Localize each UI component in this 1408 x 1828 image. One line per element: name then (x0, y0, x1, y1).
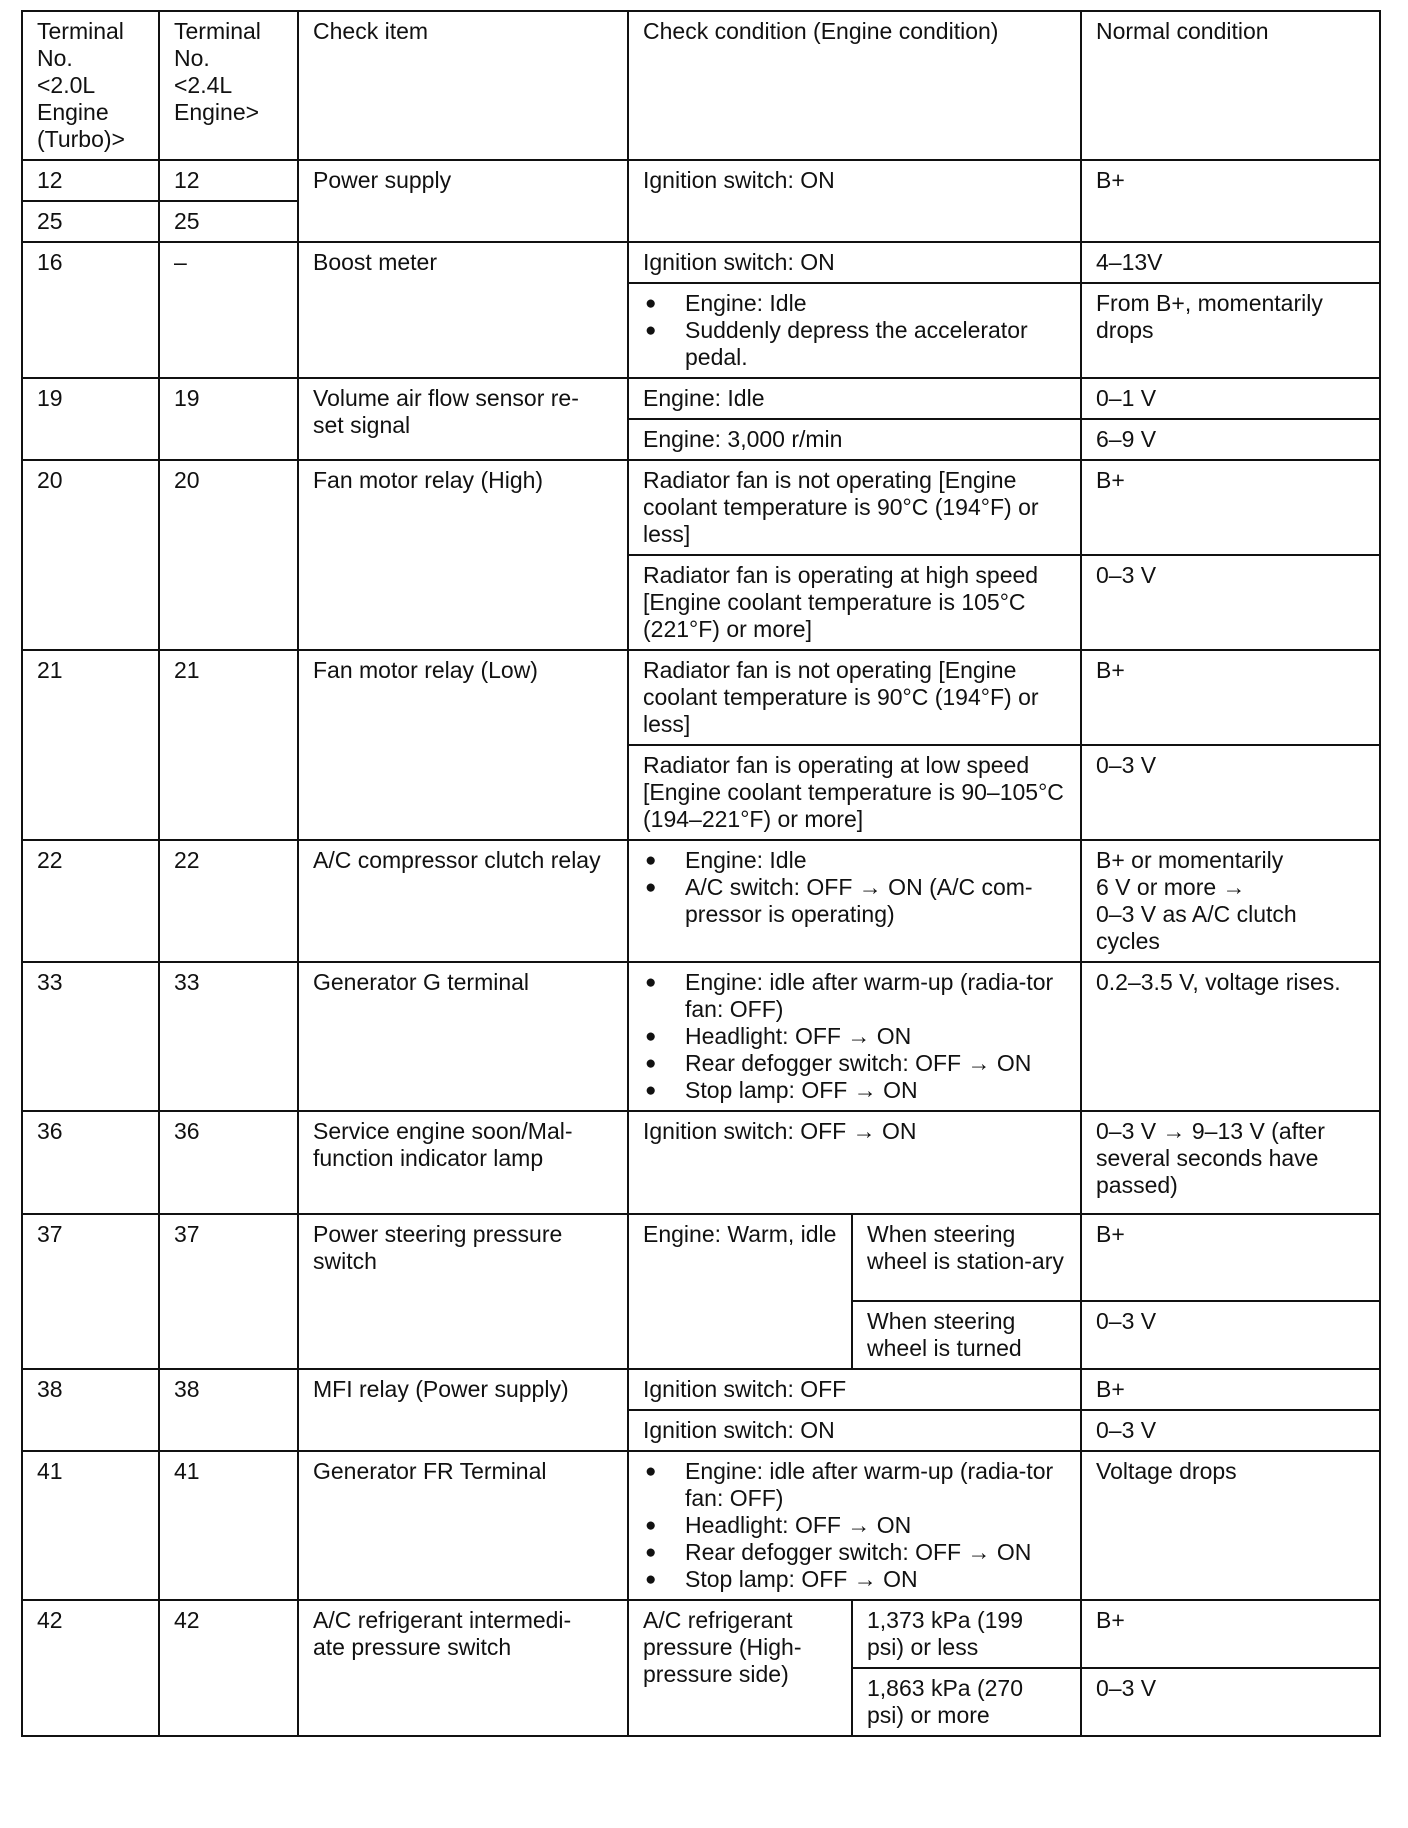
check-item: Power supply (298, 160, 628, 242)
normal-condition: B+ (1081, 460, 1380, 555)
table-row (22, 1111, 1380, 1214)
terminal-2-0l: 37 (22, 1214, 159, 1369)
check-item: Volume air flow sensor re- set signal (298, 378, 628, 460)
normal-condition: B+ or momentarily 6 V or more → 0–3 V as A/C clutch cycles (1081, 840, 1380, 962)
header-check-condition: Check condition (Engine condition) (628, 11, 1081, 160)
table-row (22, 650, 1380, 745)
bullet-item: ● Engine: Idle (643, 847, 1066, 874)
normal-condition: 0–3 V (1081, 1410, 1380, 1451)
check-condition: Radiator fan is operating at low speed [Engine coolant temperature is 90–105°C (194–221°F) or more] (628, 745, 1081, 840)
normal-condition: 4–13V (1081, 242, 1380, 283)
table-row (22, 242, 1380, 283)
terminal-2-4l: 21 (159, 650, 298, 840)
terminal-2-0l: 36 (22, 1111, 159, 1214)
check-item: Service engine soon/Mal- function indicator lamp (298, 1111, 628, 1214)
table-row (22, 1369, 1380, 1410)
check-condition: A/C refrigerant pressure (High-pressure side) (628, 1600, 852, 1736)
check-condition: Radiator fan is not operating [Engine coolant temperature is 90°C (194°F) or less] (628, 650, 1081, 745)
bullet-item: ● Headlight: OFF → ON (643, 1512, 1066, 1539)
terminal-2-0l: 21 (22, 650, 159, 840)
terminal-2-4l: 36 (159, 1111, 298, 1214)
check-condition (628, 1451, 1081, 1600)
normal-condition: 0–1 V (1081, 378, 1380, 419)
normal-condition: From B+, momentarily drops (1081, 283, 1380, 378)
check-condition: Engine: Idle (628, 378, 1081, 419)
terminal-2-0l: 20 (22, 460, 159, 650)
terminal-check-table (21, 10, 1381, 1737)
terminal-2-0l: 38 (22, 1369, 159, 1451)
terminal-2-4l: 37 (159, 1214, 298, 1369)
terminal-2-4l: 19 (159, 378, 298, 460)
table-row (22, 1214, 1380, 1301)
bullet-item: ● Stop lamp: OFF → ON (643, 1566, 1066, 1593)
bullet-item: ● Engine: Idle (643, 290, 1066, 317)
normal-condition: 0.2–3.5 V, voltage rises. (1081, 962, 1380, 1111)
check-condition (628, 962, 1081, 1111)
check-sub-condition: 1,863 kPa (270 psi) or more (852, 1668, 1081, 1736)
terminal-2-4l: 25 (159, 201, 298, 242)
normal-condition: 0–3 V (1081, 1668, 1380, 1736)
bullet-item: ● Headlight: OFF → ON (643, 1023, 1066, 1050)
terminal-2-4l: – (159, 242, 298, 378)
header-normal-condition: Normal condition (1081, 11, 1380, 160)
check-item: MFI relay (Power supply) (298, 1369, 628, 1451)
bullet-item: ● Rear defogger switch: OFF → ON (643, 1050, 1066, 1077)
check-item: Fan motor relay (Low) (298, 650, 628, 840)
normal-condition: 0–3 V (1081, 745, 1380, 840)
header-row (22, 11, 1380, 160)
table-row (22, 378, 1380, 419)
terminal-2-4l: 12 (159, 160, 298, 201)
check-item: A/C compressor clutch relay (298, 840, 628, 962)
table-row (22, 840, 1380, 962)
header-check-item: Check item (298, 11, 628, 160)
bullet-item: ● Engine: idle after warm-up (radia-tor fan: OFF) (643, 969, 1066, 1023)
normal-condition: 0–3 V (1081, 555, 1380, 650)
normal-condition: B+ (1081, 650, 1380, 745)
check-condition: Ignition switch: OFF (628, 1369, 1081, 1410)
table-row (22, 962, 1380, 1111)
check-condition (628, 283, 1081, 378)
check-sub-condition: When steering wheel is turned (852, 1301, 1081, 1369)
terminal-2-4l: 22 (159, 840, 298, 962)
check-item: Fan motor relay (High) (298, 460, 628, 650)
terminal-2-4l: 41 (159, 1451, 298, 1600)
normal-condition: B+ (1081, 1369, 1380, 1410)
table-row (22, 1451, 1380, 1600)
terminal-2-0l: 42 (22, 1600, 159, 1736)
normal-condition: B+ (1081, 1214, 1380, 1301)
normal-condition: 6–9 V (1081, 419, 1380, 460)
check-condition: Ignition switch: ON (628, 160, 1081, 242)
check-condition: Radiator fan is operating at high speed [Engine coolant temperature is 105°C (221°F) or more] (628, 555, 1081, 650)
normal-condition: B+ (1081, 160, 1380, 242)
terminal-2-4l: 20 (159, 460, 298, 650)
check-condition: Engine: Warm, idle (628, 1214, 852, 1369)
check-item: Generator FR Terminal (298, 1451, 628, 1600)
check-condition: Radiator fan is not operating [Engine coolant temperature is 90°C (194°F) or less] (628, 460, 1081, 555)
terminal-2-4l: 42 (159, 1600, 298, 1736)
normal-condition: 0–3 V (1081, 1301, 1380, 1369)
table-row (22, 160, 1380, 201)
bullet-item: ● Suddenly depress the accelerator pedal. (643, 317, 1066, 371)
terminal-2-0l: 25 (22, 201, 159, 242)
bullet-item: ● Rear defogger switch: OFF → ON (643, 1539, 1066, 1566)
check-item: Generator G terminal (298, 962, 628, 1111)
header-terminal-2-4l: Terminal No. <2.4L Engine> (159, 11, 298, 160)
bullet-item: ● Engine: idle after warm-up (radia-tor fan: OFF) (643, 1458, 1066, 1512)
bullet-item: ● A/C switch: OFF → ON (A/C com-pressor is operating) (643, 874, 1066, 928)
check-sub-condition: 1,373 kPa (199 psi) or less (852, 1600, 1081, 1668)
terminal-2-0l: 12 (22, 160, 159, 201)
terminal-2-0l: 22 (22, 840, 159, 962)
check-condition: Ignition switch: ON (628, 1410, 1081, 1451)
check-item: Boost meter (298, 242, 628, 378)
header-terminal-2-0l: Terminal No. <2.0L Engine (Turbo)> (22, 11, 159, 160)
terminal-2-4l: 38 (159, 1369, 298, 1451)
table-row (22, 460, 1380, 555)
check-condition: Engine: 3,000 r/min (628, 419, 1081, 460)
normal-condition: Voltage drops (1081, 1451, 1380, 1600)
terminal-2-0l: 33 (22, 962, 159, 1111)
table-row (22, 1600, 1380, 1668)
normal-condition: 0–3 V → 9–13 V (after several seconds have passed) (1081, 1111, 1380, 1214)
terminal-2-0l: 41 (22, 1451, 159, 1600)
check-item: Power steering pressure switch (298, 1214, 628, 1369)
check-condition: Ignition switch: ON (628, 242, 1081, 283)
normal-condition: B+ (1081, 1600, 1380, 1668)
check-sub-condition: When steering wheel is station-ary (852, 1214, 1081, 1301)
terminal-2-4l: 33 (159, 962, 298, 1111)
check-condition: Ignition switch: OFF → ON (628, 1111, 1081, 1214)
terminal-2-0l: 16 (22, 242, 159, 378)
check-item: A/C refrigerant intermedi- ate pressure switch (298, 1600, 628, 1736)
check-condition (628, 840, 1081, 962)
terminal-2-0l: 19 (22, 378, 159, 460)
bullet-item: ● Stop lamp: OFF → ON (643, 1077, 1066, 1104)
